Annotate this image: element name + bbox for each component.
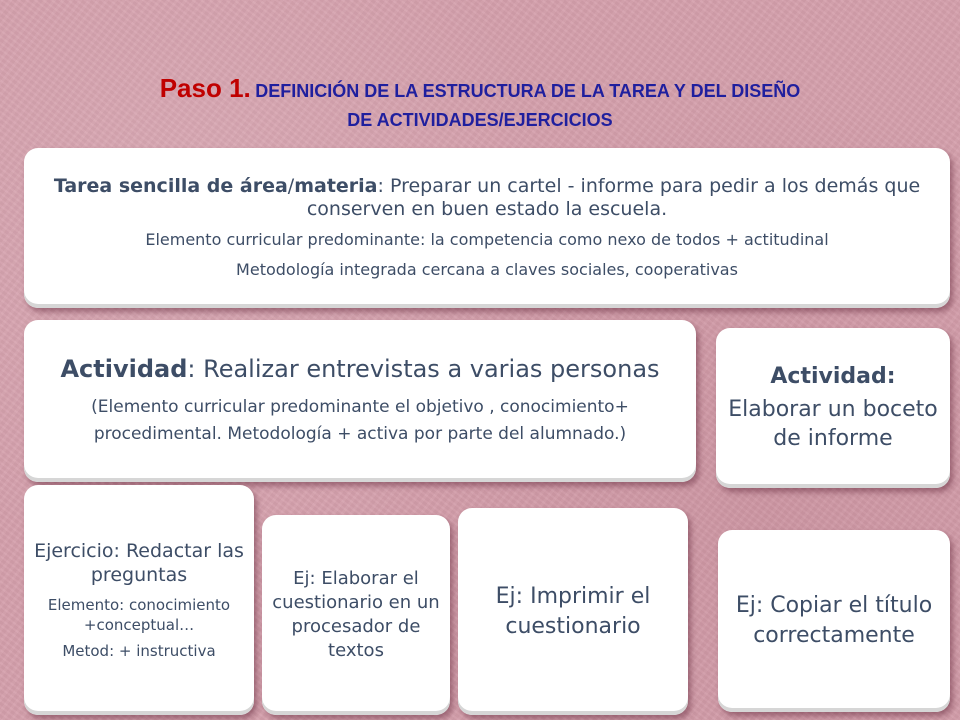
activity-draft-box	[716, 328, 950, 488]
step-label: Paso 1.	[159, 73, 251, 103]
title-line-2: DE ACTIVIDADES/EJERCICIOS	[347, 110, 613, 130]
task-label: Tarea sencilla de área	[53, 175, 288, 197]
task-text: Preparar un cartel - informe para pedir a los demás que conserven en buen estado la escuela.	[306, 175, 921, 220]
exercise-copy-title-text: Ej: Copiar el título correctamente	[735, 593, 933, 648]
exercise-print-text: Ej: Imprimir el cuestionario	[495, 583, 651, 639]
exercise-questionnaire-box	[262, 515, 450, 715]
task-colon: :	[377, 175, 384, 197]
task-methodology: Metodología integrada cercana a claves sociales, cooperativas	[236, 260, 738, 279]
activity-interviews-title	[60, 354, 659, 384]
activity-colon: :	[187, 355, 196, 383]
activity-label: Actividad	[60, 355, 188, 383]
task-label-2: materia	[294, 175, 378, 197]
activity-draft-label: Actividad	[770, 364, 887, 389]
exercise-questions-method: Metod: + instructiva	[62, 642, 216, 660]
exercise-questions-element: Elemento: conocimiento +conceptual…	[47, 596, 231, 634]
task-slash: /	[287, 175, 295, 197]
exercise-questions-box	[24, 485, 254, 715]
title-line-1: DEFINICIÓN DE LA ESTRUCTURA DE LA TAREA Y DEL DISEÑO	[255, 81, 801, 101]
exercise-copy-title-box	[718, 530, 950, 712]
activity-text: Realizar entrevistas a varias personas	[195, 355, 660, 383]
slide-title	[0, 74, 960, 131]
activity-interviews-detail: (Elemento curricular predominante el objetivo , conocimiento+ procedimental. Metodología + activa por parte del alumnado.)	[91, 397, 629, 444]
activity-draft-title	[770, 363, 895, 391]
task-box	[24, 148, 950, 308]
exercise-questionnaire-text: Ej: Elaborar el cuestionario en un procesador de textos	[272, 568, 440, 661]
activity-draft-text: Elaborar un boceto de informe	[728, 397, 938, 451]
task-curricular-element: Elemento curricular predominante: la competencia como nexo de todos + actitudinal	[145, 230, 829, 249]
activity-interviews-box	[24, 320, 696, 482]
task-description	[40, 175, 934, 221]
exercise-print-box	[458, 508, 688, 715]
activity-draft-colon: :	[886, 364, 896, 389]
exercise-questions-title: Ejercicio: Redactar las preguntas	[34, 540, 244, 586]
